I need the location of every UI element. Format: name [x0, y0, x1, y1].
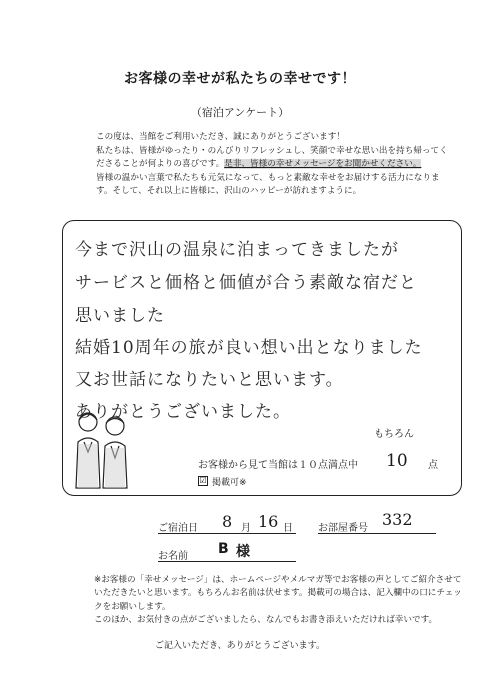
name-value: B [218, 541, 229, 557]
score-unit: 点 [428, 460, 438, 471]
name-suffix: 様 [236, 544, 250, 560]
score-note: もちろん [374, 429, 414, 440]
score-value: 10 [386, 451, 408, 471]
message-line: 結婚10周年の旅が良い想い出となりました [75, 338, 423, 358]
intro-paragraph-1: この度は、当館をご利用いただき、誠にありがとうございます！ [96, 132, 345, 142]
room-number-label: お部屋番号 [318, 523, 368, 534]
intro-paragraph-2-text: 私たちは、皆様がゆったり・のんびりリフレッシュし、笑顔で幸せな思い出を持ち帰ってくださることが何よりの喜びです。 [96, 145, 448, 169]
survey-subtitle: （宿泊アンケート） [190, 106, 290, 119]
stay-day-value: 16 [258, 512, 279, 531]
footnote-paragraph-1: ※お客様の「幸せメッセージ」は、ホームページやメルマガ等でお客様の声としてご紹介させていただきたいと思います。もちろんお名前は伏せます。掲載可の場合は、記入欄中の口にチェックをお願いします。 [94, 575, 462, 612]
message-line: 思いました [75, 306, 165, 326]
name-label: お名前 [158, 551, 188, 562]
footnote [94, 574, 464, 627]
publish-label: 掲載可※ [212, 478, 247, 488]
message-line: 今まで沢山の温泉に泊まってきましたが [75, 240, 399, 260]
thanks-text: ご記入いただき、ありがとうございます。 [155, 641, 325, 651]
message-line: サービスと価格と価値が合う素敵な宿だと [75, 273, 417, 293]
score-label: お客様から見て当館は１０点満点中 [198, 460, 358, 471]
intro-text [96, 131, 456, 199]
stay-day-unit: 日 [283, 523, 293, 534]
name-underline [158, 561, 296, 562]
survey-title: お客様の幸せが私たちの幸せです！ [124, 71, 356, 87]
stay-date-label: ご宿泊日 [158, 523, 198, 534]
intro-paragraph-2 [96, 145, 456, 172]
stay-month-value: 8 [222, 512, 233, 531]
room-number-value: 332 [382, 510, 413, 529]
intro-highlight: 是非、皆様の幸せメッセージをお聞かせください。 [224, 159, 422, 169]
footnote-paragraph-2: このほか、お気付きの点がございましたら、なんでもお書き添えいただければ幸いです。 [94, 614, 438, 625]
stay-month-unit: 月 [241, 523, 251, 534]
stay-date-underline [158, 533, 296, 534]
message-line: 又お世話になりたいと思います。 [75, 370, 344, 390]
publish-checkbox[interactable]: ☑ [199, 476, 207, 485]
staff-illustration [70, 408, 134, 490]
intro-paragraph-3: 皆様の温かい言葉で私たちも元気になって、もっと素敵な幸せをお届けする活力になります。そして、それ以上に皆様に、沢山のハッピーが訪れますように。 [96, 172, 440, 196]
room-number-underline [318, 533, 436, 534]
message-line: ありがとうございました。 [75, 402, 291, 422]
